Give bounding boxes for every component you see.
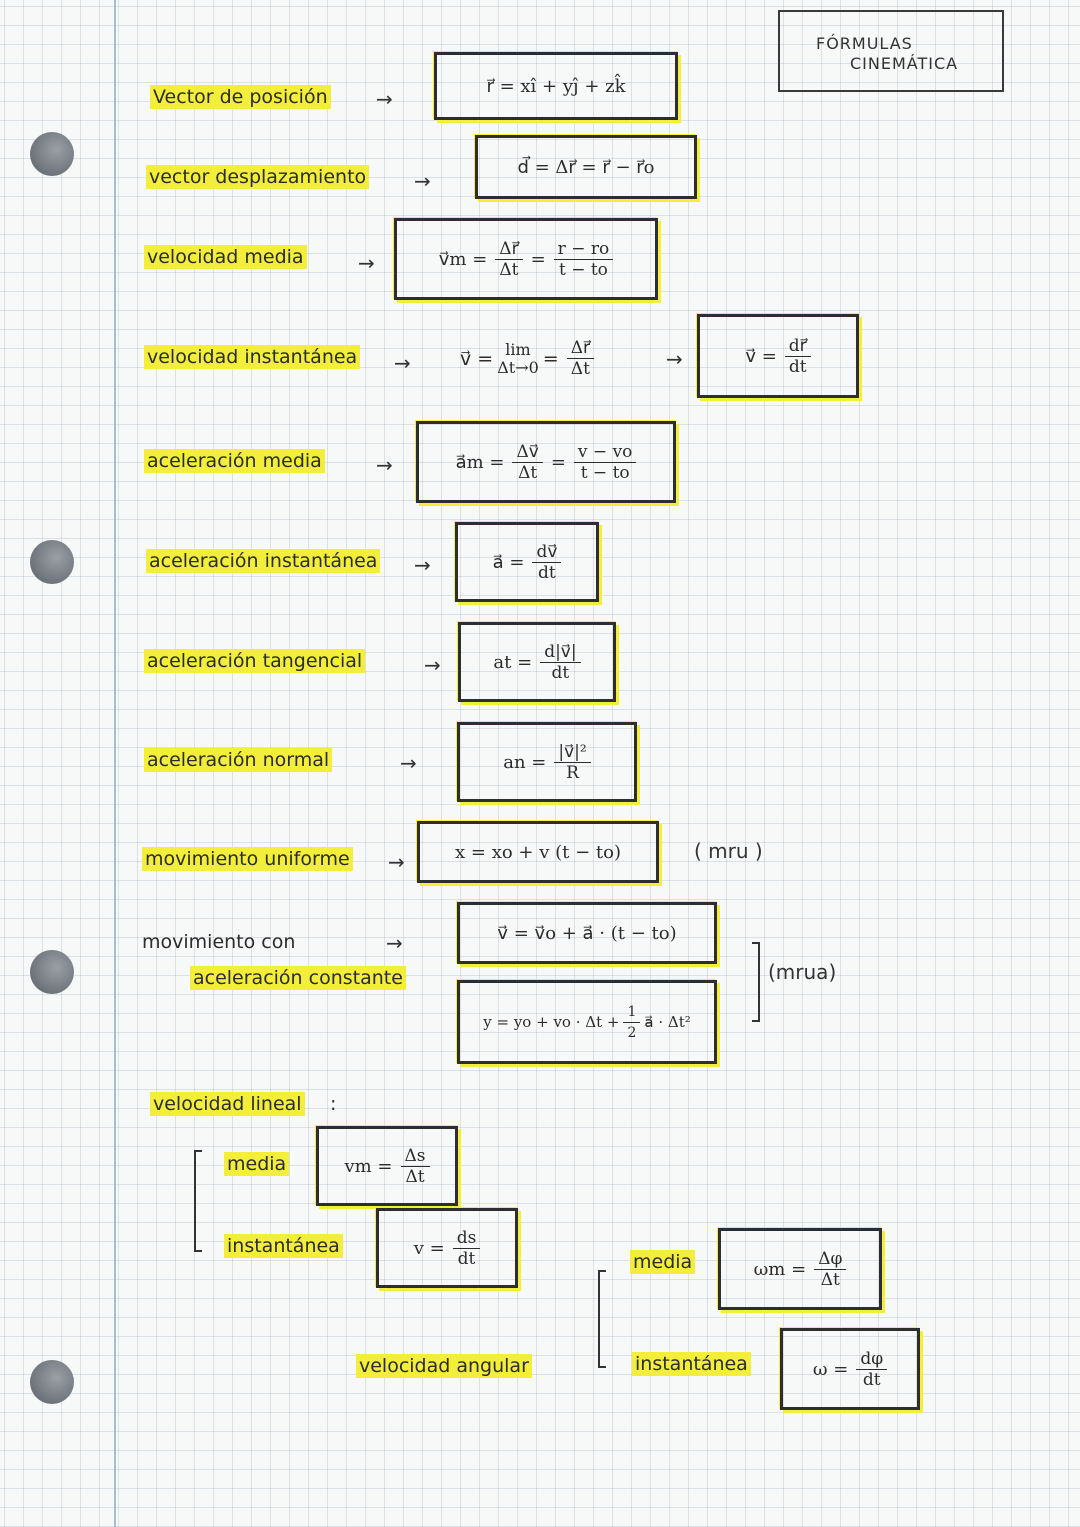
- limit-sub: Δt→0: [497, 357, 539, 377]
- arrow-icon: →: [376, 453, 393, 477]
- formula-box-mrua-velocidad: [457, 902, 717, 964]
- formula-box-desplazamiento: [475, 135, 697, 199]
- equals: =: [530, 248, 546, 270]
- lhs: ω =: [812, 1358, 849, 1380]
- formula-box-aceleracion-media: [416, 421, 676, 503]
- numerator: v − vo: [574, 442, 637, 463]
- numerator: Δv⃗: [512, 442, 542, 463]
- fraction: [567, 338, 594, 379]
- punch-hole: [30, 1360, 74, 1404]
- numerator: Δr⃗: [495, 239, 522, 260]
- bracket: [752, 942, 760, 1022]
- formula-box-angular-media: [718, 1228, 882, 1310]
- arrow-icon: →: [424, 653, 441, 677]
- fraction: [512, 442, 542, 483]
- colon: :: [330, 1093, 337, 1115]
- label-lineal-media: media: [224, 1152, 289, 1176]
- arrow-icon: →: [358, 251, 375, 275]
- title-box: [778, 10, 1004, 92]
- formula-box-aceleracion-tangencial: [458, 622, 616, 702]
- formula-mrua-velocidad: v⃗ = v⃗o + a⃗ · (t − to): [497, 922, 677, 944]
- lhs: at =: [493, 651, 533, 673]
- denominator: dt: [457, 1248, 476, 1269]
- fraction: [453, 1228, 481, 1269]
- formula-box-velocidad-media: [394, 218, 658, 300]
- title-line1: FÓRMULAS: [816, 34, 913, 53]
- label-velocidad-instantanea: velocidad instantánea: [144, 345, 360, 369]
- numerator: 1: [623, 1002, 640, 1023]
- label-vector-desplazamiento: vector desplazamiento: [146, 165, 369, 189]
- punch-hole: [30, 132, 74, 176]
- formula-box-mru: [417, 821, 659, 883]
- arrow-icon: →: [376, 87, 393, 111]
- note-mru: ( mru ): [694, 839, 763, 863]
- formula-box-lineal-instantanea: [376, 1208, 518, 1288]
- denominator: Δt: [405, 1166, 425, 1187]
- fraction: [495, 239, 522, 280]
- lhs: v =: [413, 1237, 445, 1259]
- label-angular-instantanea: instantánea: [632, 1352, 751, 1376]
- formula-velocidad-instantanea: [460, 338, 598, 379]
- label-angular-media: media: [630, 1250, 695, 1274]
- formula-box-lineal-media: [316, 1126, 458, 1206]
- formula-box-angular-instantanea: [780, 1328, 920, 1410]
- margin-line: [114, 0, 116, 1527]
- formula-desplazamiento: d⃗ = Δr⃗ = r⃗ − r⃗o: [517, 156, 655, 178]
- label-aceleracion-constante: aceleración constante: [190, 966, 406, 990]
- label-aceleracion-tangencial: aceleración tangencial: [144, 649, 365, 673]
- limit-word: lim: [505, 339, 531, 359]
- denominator: dt: [788, 356, 807, 377]
- lhs: an =: [503, 751, 547, 773]
- label-velocidad-media: velocidad media: [144, 245, 307, 269]
- fraction: [856, 1349, 887, 1390]
- lhs: a⃗ =: [492, 551, 525, 573]
- numerator: d|v⃗|: [540, 642, 580, 663]
- formula-box-aceleracion-instantanea: [455, 522, 599, 602]
- bracket: [598, 1270, 606, 1368]
- fraction: [574, 442, 637, 483]
- denominator: Δt: [518, 462, 538, 483]
- arrow-icon: →: [414, 553, 431, 577]
- formula-pre: y = yo + vo · Δt +: [483, 1013, 620, 1031]
- lhs: v⃗m =: [438, 248, 488, 270]
- arrow-icon: →: [414, 169, 431, 193]
- formula-box-velocidad-derivada: [697, 314, 859, 398]
- arrow-icon: →: [400, 751, 417, 775]
- arrow-icon: →: [394, 351, 411, 375]
- numerator: dv⃗: [532, 542, 561, 563]
- formula-box-mrua-posicion: [457, 980, 717, 1064]
- formula-box-posicion: [434, 52, 678, 120]
- label-velocidad-angular: velocidad angular: [356, 1354, 532, 1378]
- label-movimiento-uniforme: movimiento uniforme: [142, 847, 353, 871]
- arrow-icon: →: [666, 347, 683, 371]
- fraction: [401, 1146, 430, 1187]
- arrow-icon: →: [386, 931, 403, 955]
- denominator: dt: [538, 562, 556, 583]
- limit: [497, 341, 539, 377]
- fraction: [785, 336, 811, 377]
- denominator: t − to: [558, 259, 608, 280]
- formula-box-aceleracion-normal: [457, 722, 637, 802]
- label-vector-posicion: Vector de posición: [150, 85, 331, 109]
- numerator: Δr⃗: [567, 338, 594, 359]
- label-movimiento-con: movimiento con: [142, 931, 296, 953]
- numerator: Δφ: [814, 1249, 846, 1270]
- lhs: v⃗ =: [460, 347, 494, 370]
- numerator: r − ro: [554, 239, 614, 260]
- label-aceleracion-media: aceleración media: [144, 449, 325, 473]
- denominator: 2: [627, 1024, 637, 1041]
- lhs: ωm =: [753, 1258, 807, 1280]
- numerator: |v⃗|²: [554, 742, 590, 763]
- equals: =: [550, 451, 566, 473]
- denominator: Δt: [820, 1269, 840, 1290]
- denominator: Δt: [570, 359, 590, 379]
- fraction: [532, 542, 561, 583]
- title-line2: CINEMÁTICA: [850, 54, 959, 73]
- denominator: t − to: [580, 462, 630, 483]
- punch-hole: [30, 950, 74, 994]
- equals: =: [542, 347, 559, 370]
- formula-mru: x = xo + v (t − to): [455, 841, 621, 863]
- fraction: [554, 239, 614, 280]
- denominator: R: [566, 762, 579, 783]
- denominator: Δt: [499, 259, 519, 280]
- fraction: [814, 1249, 846, 1290]
- lhs: a⃗m =: [455, 451, 505, 473]
- bracket: [194, 1150, 202, 1252]
- punch-hole: [30, 540, 74, 584]
- fraction: [623, 1002, 640, 1043]
- denominator: dt: [862, 1369, 881, 1390]
- formula-posicion: r⃗ = xî + yĵ + zk̂: [486, 75, 626, 97]
- label-aceleracion-normal: aceleración normal: [144, 748, 332, 772]
- numerator: dφ: [856, 1349, 887, 1370]
- numerator: Δs: [401, 1146, 430, 1167]
- numerator: dr⃗: [785, 336, 811, 357]
- fraction: [540, 642, 580, 683]
- label-lineal-instantanea: instantánea: [224, 1234, 343, 1258]
- label-velocidad-lineal: velocidad lineal: [150, 1092, 305, 1116]
- fraction: [554, 742, 590, 783]
- label-aceleracion-instantanea: aceleración instantánea: [146, 549, 380, 573]
- denominator: dt: [551, 662, 570, 683]
- lhs: vm =: [344, 1155, 393, 1177]
- lhs: v⃗ =: [745, 345, 777, 367]
- numerator: ds: [453, 1228, 481, 1249]
- formula-post: a⃗ · Δt²: [644, 1013, 691, 1031]
- note-mrua: (mrua): [768, 960, 837, 984]
- arrow-icon: →: [388, 850, 405, 874]
